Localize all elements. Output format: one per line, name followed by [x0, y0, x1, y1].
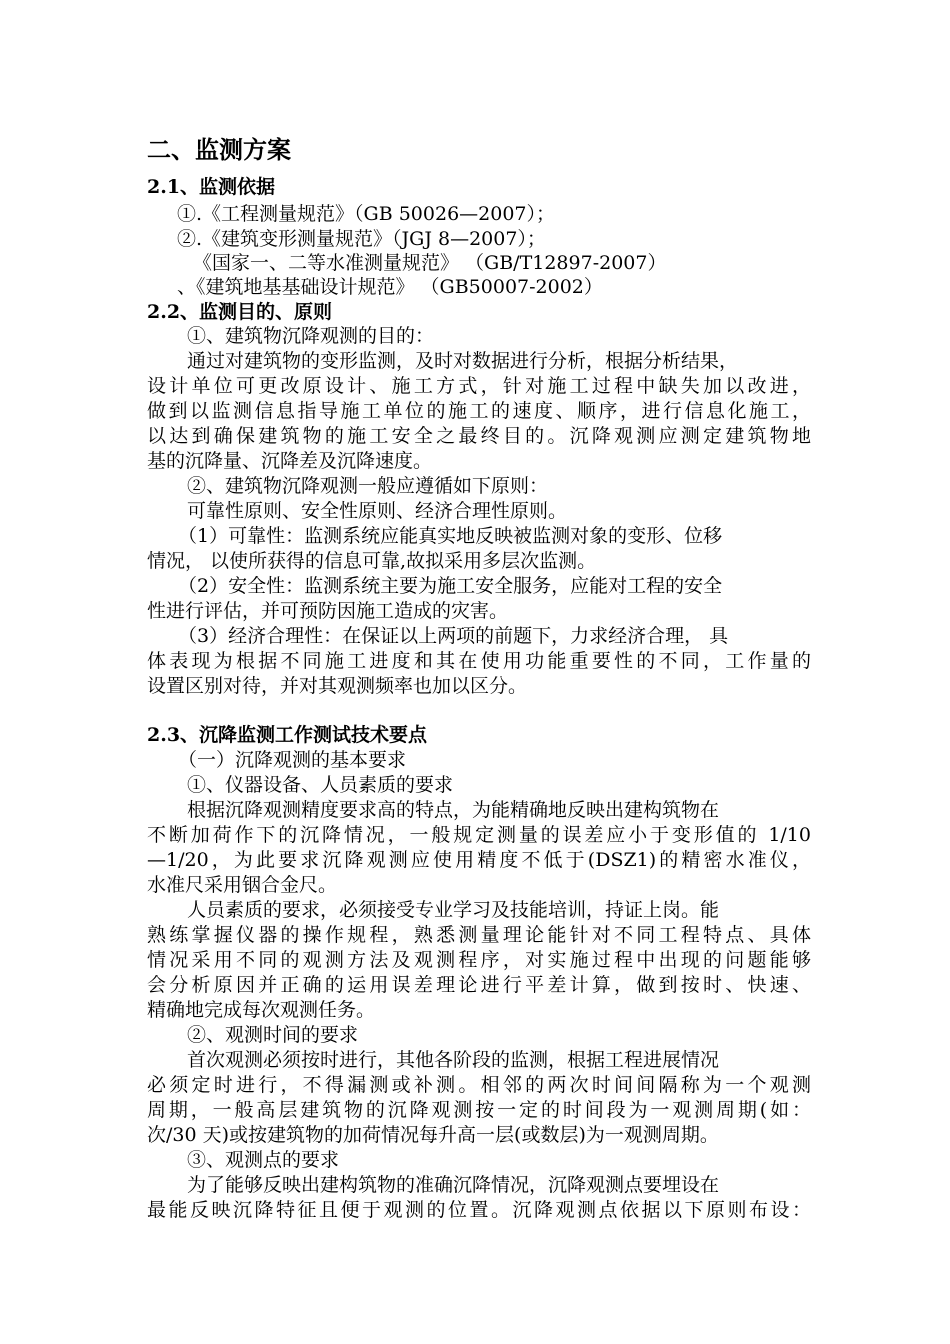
paragraph-line: 以达到确保建筑物的施工安全之最终目的。沉降观测应测定建筑物地	[147, 425, 811, 447]
paragraph-line: 情况采用不同的观测方法及观测程序，对实施过程中出现的问题能够	[147, 949, 811, 971]
paragraph-line: 必须定时进行，不得漏测或补测。相邻的两次时间间隔称为一个观测	[147, 1074, 811, 1096]
paragraph-line: （1）可靠性：监测系统应能真实地反映被监测对象的变形、位移	[178, 525, 723, 547]
paragraph-line: 根据沉降观测精度要求高的特点，为能精确地反映出建构筑物在	[187, 799, 720, 821]
reference-item: ②.《建筑变形测量规范》（JGJ 8—2007）；	[177, 228, 546, 250]
paragraph-line: 周期，一般高层建筑物的沉降观测按一定的时间段为一观测周期(如：	[147, 1099, 811, 1121]
paragraph-line: 熟练掌握仪器的操作规程，熟悉测量理论能针对不同工程特点、具体	[147, 924, 811, 946]
paragraph-line: ③、观测点的要求	[187, 1149, 340, 1171]
paragraph-line: 设计单位可更改原设计、施工方式，针对施工过程中缺失加以改进，	[147, 375, 811, 397]
paragraph-line: 性进行评估，并可预防因施工造成的灾害。	[147, 600, 509, 622]
section-title: 二、监测方案	[147, 135, 291, 164]
paragraph-line: （3）经济合理性：在保证以上两项的前题下，力求经济合理， 具	[178, 625, 729, 647]
reference-item: ①.《工程测量规范》（GB 50026—2007）；	[177, 203, 556, 225]
paragraph-line: ①、建筑物沉降观测的目的：	[187, 325, 435, 347]
paragraph-line: 为了能够反映出建构筑物的准确沉降情况，沉降观测点要埋设在	[187, 1174, 720, 1196]
paragraph-line: 设置区别对待，并对其观测频率也加以区分。	[147, 675, 528, 697]
heading-2-3: 2.3、沉降监测工作测试技术要点	[147, 724, 428, 746]
reference-item: 、《建筑地基基础设计规范》 （GB50007-2002）	[177, 276, 603, 298]
paragraph-line: ②、观测时间的要求	[187, 1024, 359, 1046]
paragraph-line: —1/20，为此要求沉降观测应使用精度不低于(DSZ1)的精密水准仪，	[147, 849, 811, 871]
heading-2-2: 2.2、监测目的、原则	[147, 301, 333, 323]
heading-2-1: 2.1、监测依据	[147, 176, 276, 198]
paragraph-line: 次/30 天)或按建筑物的加荷情况每升高一层(或数层)为一观测周期。	[147, 1124, 719, 1146]
paragraph-line: 可靠性原则、安全性原则、经济合理性原则。	[187, 500, 568, 522]
paragraph-line: 首次观测必须按时进行，其他各阶段的监测，根据工程进展情况	[187, 1049, 720, 1071]
paragraph-line: 会分析原因并正确的运用误差理论进行平差计算，做到按时、快速、	[147, 974, 811, 996]
paragraph-line: 基的沉降量、沉降差及沉降速度。	[147, 450, 433, 472]
paragraph-line: 人员素质的要求，必须接受专业学习及技能培训，持证上岗。能	[187, 899, 720, 921]
paragraph-line: 水准尺采用铟合金尺。	[147, 874, 338, 896]
paragraph-line: 情况， 以使所获得的信息可靠,故拟采用多层次监测。	[147, 550, 597, 572]
paragraph-line: ①、仪器设备、人员素质的要求	[187, 774, 454, 796]
reference-item: 《国家一、二等水准测量规范》 （GB/T12897-2007）	[193, 252, 667, 274]
paragraph-line: （一）沉降观测的基本要求	[178, 749, 407, 771]
paragraph-line: 不断加荷作下的沉降情况，一般规定测量的误差应小于变形值的 1/10	[147, 824, 811, 846]
paragraph-line: 做到以监测信息指导施工单位的施工的速度、顺序，进行信息化施工，	[147, 400, 811, 422]
paragraph-line: 体表现为根据不同施工进度和其在使用功能重要性的不同，工作量的	[147, 650, 811, 672]
paragraph-line: （2）安全性：监测系统主要为施工安全服务，应能对工程的安全	[178, 575, 723, 597]
paragraph-line: ②、建筑物沉降观测一般应遵循如下原则：	[187, 475, 549, 497]
paragraph-line: 精确地完成每次观测任务。	[147, 999, 376, 1021]
paragraph-line: 通过对建筑物的变形监测，及时对数据进行分析，根据分析结果，	[187, 350, 739, 372]
paragraph-line: 最能反映沉降特征且便于观测的位置。沉降观测点依据以下原则布设：	[147, 1199, 811, 1221]
